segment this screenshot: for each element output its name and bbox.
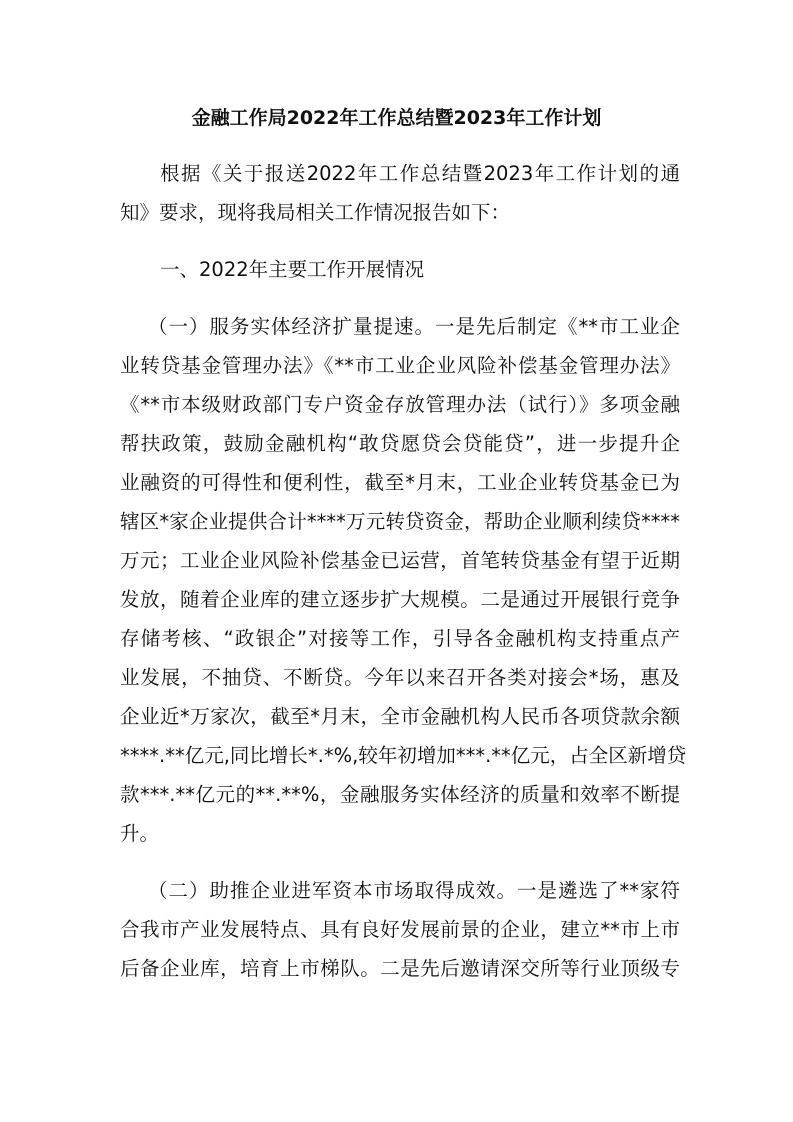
para1-line-3: 《**市本级财政部门专户资金存放管理办法（试行）》多项金融 (120, 393, 680, 416)
para1-line-2: 业转贷基金管理办法》《**市工业企业风险补偿基金管理办法》 (120, 354, 680, 377)
para1-line-10: 业发展，不抽贷、不断贷。今年以来召开各类对接会*场，惠及 (120, 666, 680, 689)
para1-line-14: 升。 (120, 822, 160, 845)
para2-line-1: （二）助推企业进军资本市场取得成效。一是遴选了**家符 (148, 879, 680, 902)
para1-line-11: 企业近*万家次，截至*月末，全市金融机构人民币各项贷款余额 (120, 705, 680, 728)
para2-line-3: 后备企业库，培育上市梯队。二是先后邀请深交所等行业顶级专 (120, 957, 680, 980)
para1-line-8: 发放，随着企业库的建立逐步扩大规模。二是通过开展银行竞争 (120, 588, 680, 611)
para2-line-2: 合我市产业发展特点、具有良好发展前景的企业，建立**市上市 (120, 918, 680, 941)
para1-line-13: 款***.**亿元的**.**%，金融服务实体经济的质量和效率不断提 (120, 783, 680, 806)
section-heading-1: 一、2022年主要工作开展情况 (160, 258, 425, 281)
para1-line-6: 辖区*家企业提供合计****万元转贷资金，帮助企业顺利续贷**** (120, 510, 680, 533)
para1-line-7: 万元；工业企业风险补偿基金已运营，首笔转贷基金有望于近期 (120, 549, 680, 572)
intro-line-1: 根据《关于报送2022年工作总结暨2023年工作计划的通 (160, 162, 680, 185)
para1-line-1: （一）服务实体经济扩量提速。一是先后制定《**市工业企 (148, 315, 680, 338)
para1-line-9: 存储考核、“政银企”对接等工作，引导各金融机构支持重点产 (120, 627, 680, 650)
para1-line-4: 帮扶政策，鼓励金融机构“敢贷愿贷会贷能贷”，进一步提升企 (120, 432, 680, 455)
intro-line-2: 知》要求，现将我局相关工作情况报告如下： (120, 201, 511, 224)
document-title: 金融工作局2022年工作总结暨2023年工作计划 (191, 107, 602, 129)
para1-line-12: ****.**亿元,同比增长*.*%,较年初增加***.**亿元，占全区新增贷 (120, 744, 687, 767)
para1-line-5: 业融资的可得性和便利性，截至*月末，工业企业转贷基金已为 (120, 471, 680, 494)
